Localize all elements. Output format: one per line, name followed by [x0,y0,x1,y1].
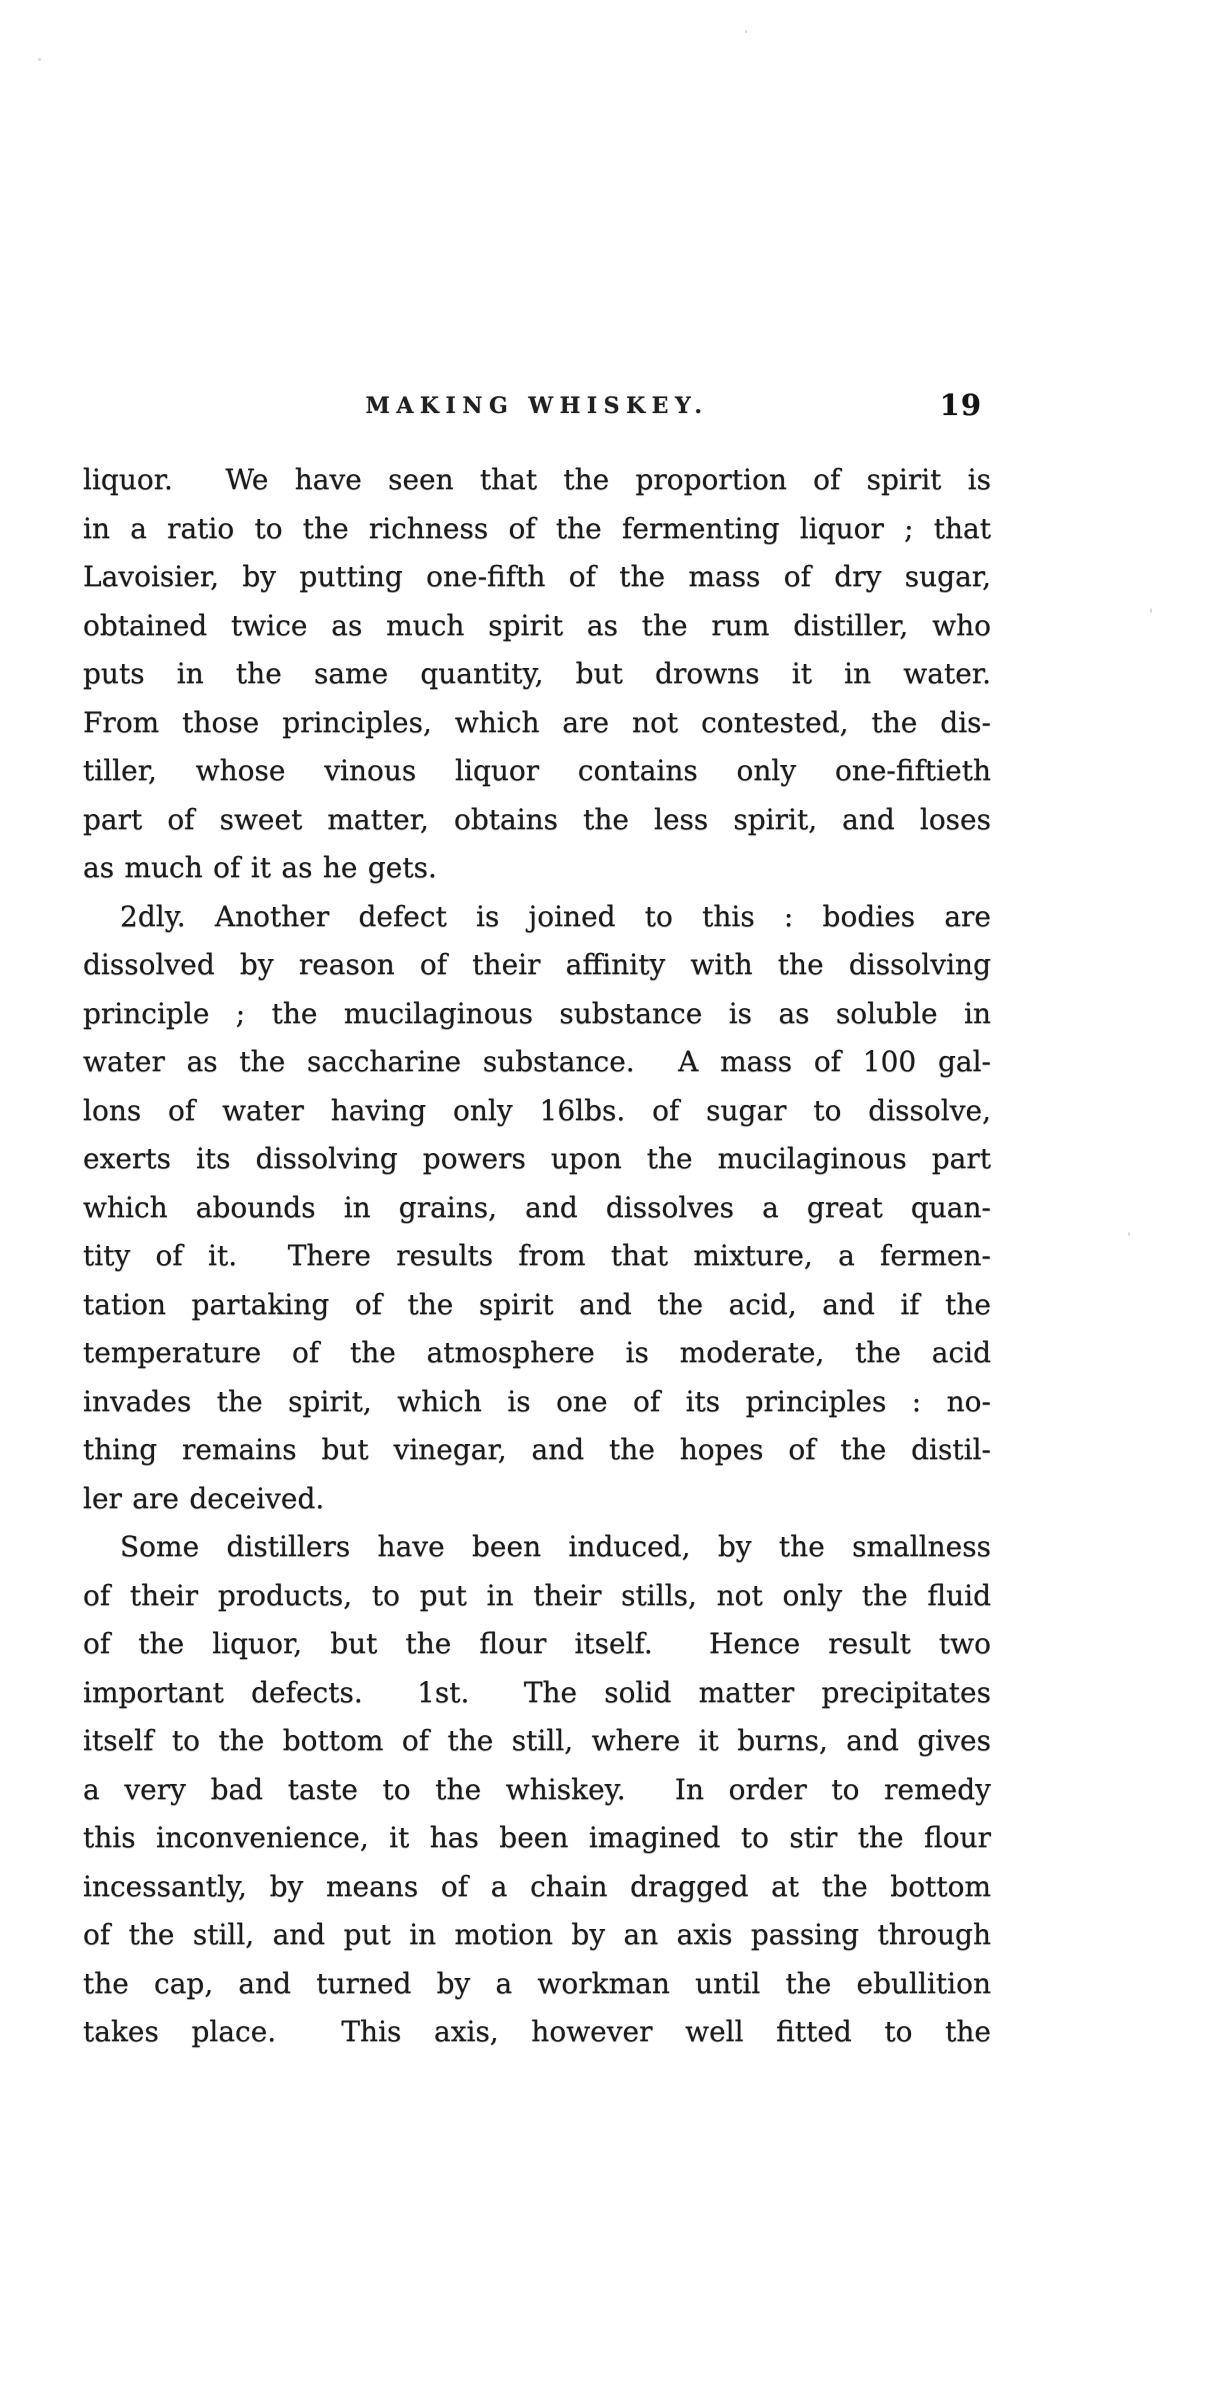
text-line: tation partaking of the spirit and the acid, and if the [83,1287,991,1321]
text-line: which abounds in grains, and dissolves a great quan- [83,1190,991,1224]
text-line: in a ratio to the richness of the fermenting liquor ; that [83,511,991,545]
paragraph-2 [83,893,991,1524]
text-line: dissolved by reason of their affinity with the dissolving [83,948,991,981]
text-line: water as the saccharine substance. A mass of 100 gal- [83,1045,991,1078]
page-header [83,388,991,427]
text-line: part of sweet matter, obtains the less spirit, and loses [83,802,991,836]
paper-speck [745,30,747,33]
text-line: puts in the same quantity, but drowns it in water. [83,657,991,690]
paper-speck [1128,1232,1130,1236]
paragraph-1 [83,456,991,893]
paragraph-3 [83,1523,991,2057]
text-line: the cap, and turned by a workman until the ebullition [83,1966,991,2000]
text-line: Lavoisier, by putting one-fifth of the mass of dry sugar, [83,560,991,593]
text-line: a very bad taste to the whiskey. In order to remedy [83,1772,991,1806]
text-line: Some distillers have been induced, by the smallness [120,1530,991,1563]
text-line: exerts its dissolving powers upon the mucilaginous part [83,1142,991,1175]
text-line: of the liquor, but the flour itself. Hence result two [83,1627,991,1660]
page-number: 19 [939,388,982,422]
text-line: liquor. We have seen that the proportion of spirit is [83,463,991,496]
running-header-title: MAKING WHISKEY. [365,393,709,419]
text-line: as much of it as he gets. [83,851,437,884]
text-line: tity of it. There results from that mixture, a fermen- [83,1239,991,1272]
text-line: important defects. 1st. The solid matter precipitates [83,1675,991,1709]
text-line: itself to the bottom of the still, where it burns, and gives [83,1724,991,1757]
paper-speck [38,58,41,61]
text-line: of the still, and put in motion by an axis passing through [83,1918,991,1951]
text-line: takes place. This axis, however well fitted to the [83,2015,991,2048]
text-line: tiller, whose vinous liquor contains only one-fiftieth [83,754,991,787]
paper-speck [1150,608,1152,613]
text-line: obtained twice as much spirit as the rum distiller, who [83,608,991,642]
text-line: of their products, to put in their stills, not only the fluid [83,1578,991,1612]
text-line: From those principles, which are not contested, the dis- [83,705,991,739]
text-line: temperature of the atmosphere is moderate, the acid [83,1336,991,1369]
text-line: thing remains but vinegar, and the hopes of the distil- [83,1433,991,1466]
text-line: incessantly, by means of a chain dragged at the bottom [83,1869,991,1903]
text-line: this inconvenience, it has been imagined to stir the flour [83,1821,991,1854]
page-body [83,456,991,2057]
text-line: 2dly. Another defect is joined to this : bodies are [120,899,991,933]
text-line: principle ; the mucilaginous substance is as soluble in [83,996,991,1030]
text-line: ler are deceived. [83,1481,325,1515]
text-line: invades the spirit, which is one of its principles : no- [83,1384,991,1418]
text-line: lons of water having only 16lbs. of sugar to dissolve, [83,1093,991,1127]
